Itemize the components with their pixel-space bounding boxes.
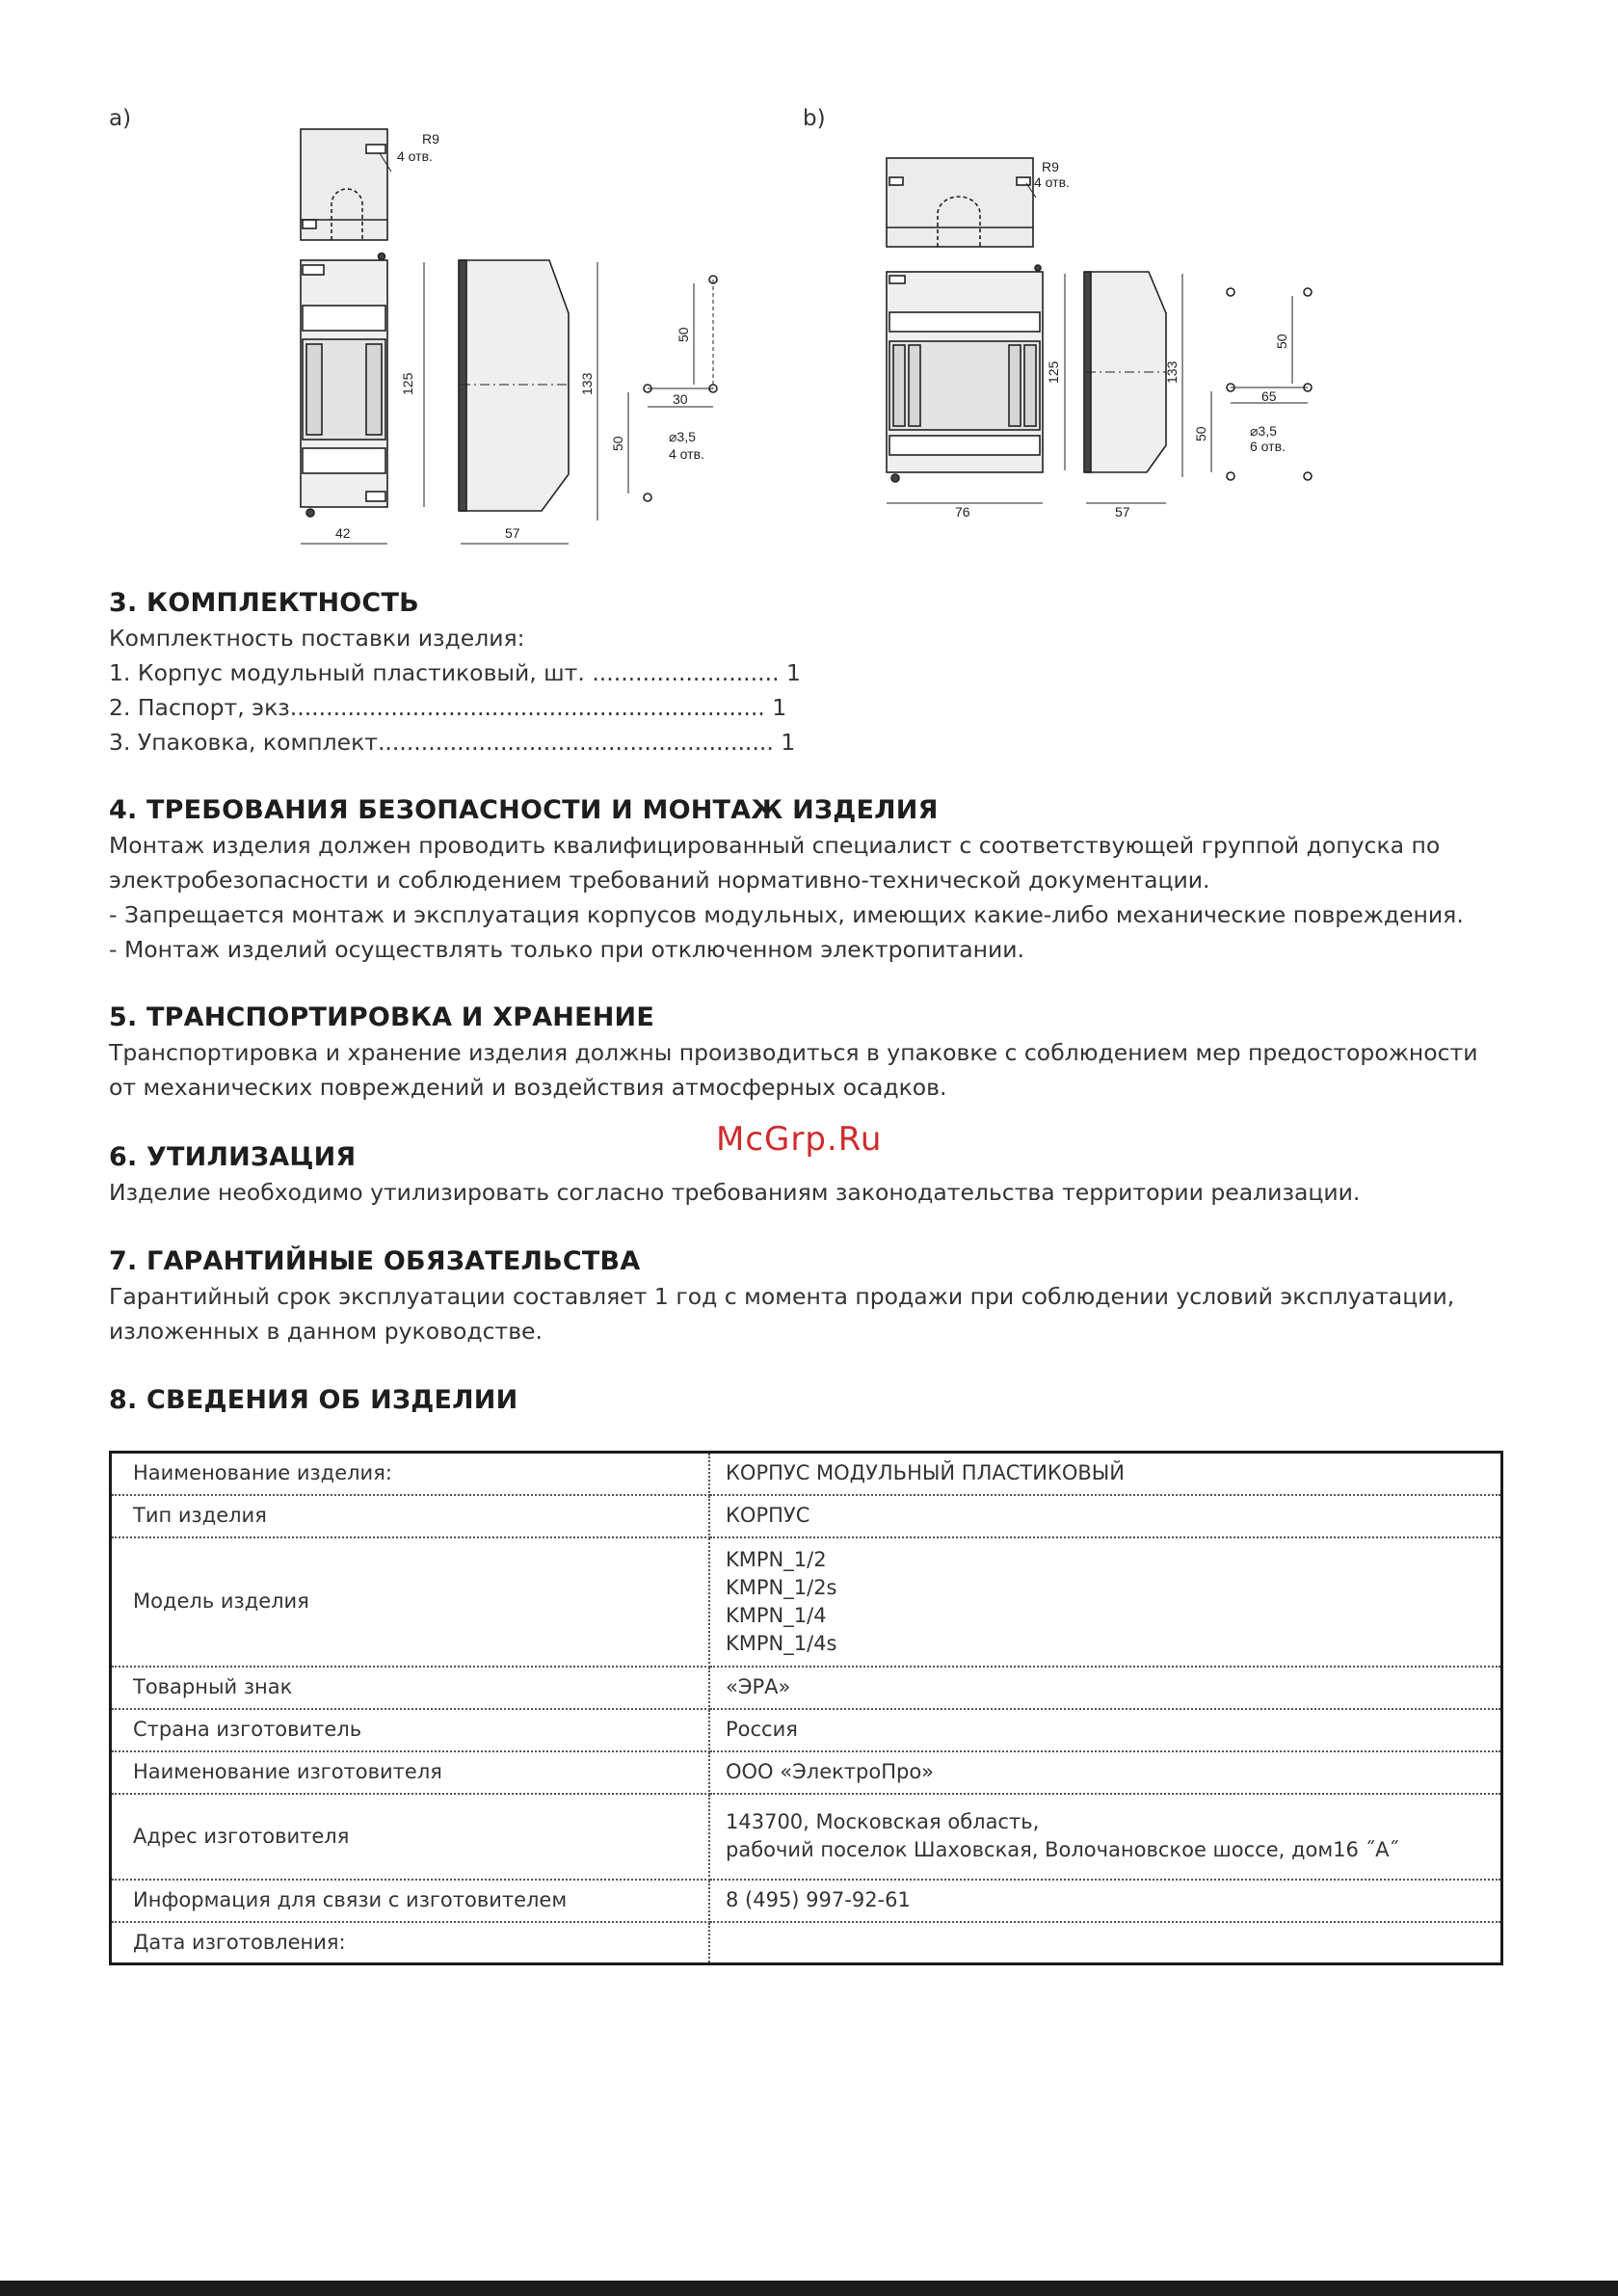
- a-width: 42: [335, 525, 351, 541]
- row-value: [709, 1709, 1502, 1751]
- section-product-info: [109, 1383, 1516, 1418]
- b-depth: 57: [1115, 504, 1130, 520]
- row-key: Адрес изготовителя: [111, 1794, 710, 1880]
- row-value: [709, 1453, 1502, 1495]
- table-row: [111, 1667, 1502, 1709]
- section-6-line: Изделие необходимо утилизировать согласно требованиям законодательства территории реализации.: [109, 1179, 1361, 1206]
- row-value-line: KMPN_1/4: [726, 1603, 827, 1627]
- section-8-title: 8. СВЕДЕНИЯ ОБ ИЗДЕЛИИ: [109, 1385, 518, 1415]
- row-value: [709, 1751, 1502, 1794]
- drawing-b: [872, 145, 1335, 540]
- section-4-title: 4. ТРЕБОВАНИЯ БЕЗОПАСНОСТИ И МОНТАЖ ИЗДЕЛИЯ: [109, 795, 939, 825]
- table-row: [111, 1880, 1502, 1922]
- row-key: Наименование изготовителя: [111, 1751, 710, 1794]
- a-holes-top: 4 отв.: [397, 148, 433, 164]
- a-pitch-h: 30: [673, 391, 688, 407]
- section-5-title: 5. ТРАНСПОРТИРОВКА И ХРАНЕНИЕ: [109, 1002, 654, 1032]
- row-value: [709, 1922, 1502, 1964]
- b-overall-height: 133: [1164, 360, 1180, 384]
- table-row: [111, 1709, 1502, 1751]
- row-value-line: ООО «ЭлектроПро»: [726, 1760, 935, 1783]
- b-radius: R9: [1042, 159, 1059, 174]
- b-pitch-v: 50: [1274, 334, 1289, 349]
- row-value-line: KMPN_1/2: [726, 1547, 827, 1571]
- section-3-title: 3. КОМПЛЕКТНОСТЬ: [109, 588, 419, 618]
- a-hole-d: ⌀3,5: [669, 429, 696, 444]
- a-overall-height: 133: [579, 372, 595, 395]
- row-value-line: 8 (495) 997-92-61: [726, 1888, 911, 1911]
- section-7-line: Гарантийный срок эксплуатации составляет 1 год с момента продажи при соблюдении условий эксплуатации,: [109, 1283, 1455, 1310]
- section-disposal: [109, 1140, 1516, 1210]
- row-value-line: КОРПУС МОДУЛЬНЫЙ ПЛАСТИКОВЫЙ: [726, 1461, 1126, 1485]
- section-3-line: 3. Упаковка, комплект....................................................... 1: [109, 729, 796, 756]
- table-row: [111, 1794, 1502, 1880]
- b-holes: 6 отв.: [1250, 439, 1286, 454]
- section-6-title: 6. УТИЛИЗАЦИЯ: [109, 1142, 357, 1172]
- figure-a-label: a): [109, 106, 132, 131]
- row-value-line: КОРПУС: [726, 1504, 810, 1527]
- product-info-table: [109, 1451, 1503, 1965]
- row-key: Товарный знак: [111, 1667, 710, 1709]
- section-4-line: Монтаж изделия должен проводить квалифицированный специалист с соответствующей группой допуска по: [109, 832, 1441, 859]
- a-pitch-v: 50: [676, 327, 691, 342]
- a-height: 125: [400, 372, 415, 395]
- section-4-line: - Монтаж изделий осуществлять только при отключенном электропитании.: [109, 936, 1025, 963]
- row-value: [709, 1880, 1502, 1922]
- a-pitch-v2: 50: [610, 436, 625, 451]
- row-value-line: KMPN_1/4s: [726, 1631, 837, 1655]
- b-height: 125: [1046, 360, 1061, 384]
- section-transport: [109, 1001, 1516, 1105]
- a-depth: 57: [505, 525, 520, 541]
- table-row: [111, 1453, 1502, 1495]
- row-value: [709, 1794, 1502, 1880]
- section-5-line: от механических повреждений и воздействия атмосферных осадков.: [109, 1074, 947, 1101]
- section-4-line: - Запрещается монтаж и эксплуатация корпусов модульных, имеющих какие-либо механические повреждения.: [109, 901, 1464, 928]
- page-bottom-rule: [0, 2281, 1618, 2296]
- section-7-line: изложенных в данном руководстве.: [109, 1318, 543, 1345]
- section-3-line: Комплектность поставки изделия:: [109, 625, 525, 652]
- section-warranty: [109, 1244, 1516, 1348]
- row-key: Страна изготовитель: [111, 1709, 710, 1751]
- section-safety: [109, 793, 1516, 967]
- b-width: 76: [955, 504, 970, 520]
- watermark: McGrp.Ru: [716, 1120, 883, 1159]
- table-row: [111, 1495, 1502, 1537]
- row-value-line: KMPN_1/2s: [726, 1575, 837, 1599]
- row-key: Тип изделия: [111, 1495, 710, 1537]
- row-key: Информация для связи с изготовителем: [111, 1880, 710, 1922]
- row-key: Дата изготовления:: [111, 1922, 710, 1964]
- row-value-line: Россия: [726, 1718, 798, 1741]
- section-completeness: [109, 586, 1516, 760]
- figure-b-label: b): [803, 106, 826, 131]
- table-row: [111, 1751, 1502, 1794]
- row-value: [709, 1667, 1502, 1709]
- row-key: Наименование изделия:: [111, 1453, 710, 1495]
- section-7-title: 7. ГАРАНТИЙНЫЕ ОБЯЗАТЕЛЬСТВА: [109, 1246, 641, 1276]
- a-radius: R9: [422, 131, 439, 147]
- a-holes: 4 отв.: [669, 446, 704, 462]
- row-value-line: рабочий поселок Шаховская, Волочановское шоссе, дом16 ˝А˝: [726, 1838, 1399, 1861]
- drawing-a: [289, 116, 752, 559]
- section-3-line: 2. Паспорт, экз.................................................................. 1: [109, 694, 787, 721]
- b-pitch-h: 65: [1261, 388, 1277, 404]
- row-value: [709, 1537, 1502, 1667]
- row-value: [709, 1495, 1502, 1537]
- b-holes-top: 4 отв.: [1034, 174, 1070, 190]
- section-3-line: 1. Корпус модульный пластиковый, шт. .......................... 1: [109, 659, 801, 686]
- table-row: [111, 1922, 1502, 1964]
- section-5-line: Транспортировка и хранение изделия должны производиться в упаковке с соблюдением мер предосторожности: [109, 1039, 1478, 1066]
- b-hole-d: ⌀3,5: [1250, 423, 1277, 439]
- row-value-line: 143700, Московская область,: [726, 1810, 1040, 1833]
- row-value-line: «ЭРА»: [726, 1675, 791, 1698]
- section-4-line: электробезопасности и соблюдением требований нормативно-технической документации.: [109, 867, 1210, 894]
- b-pitch-v2: 50: [1193, 426, 1208, 441]
- table-row: [111, 1537, 1502, 1667]
- row-key: Модель изделия: [111, 1537, 710, 1667]
